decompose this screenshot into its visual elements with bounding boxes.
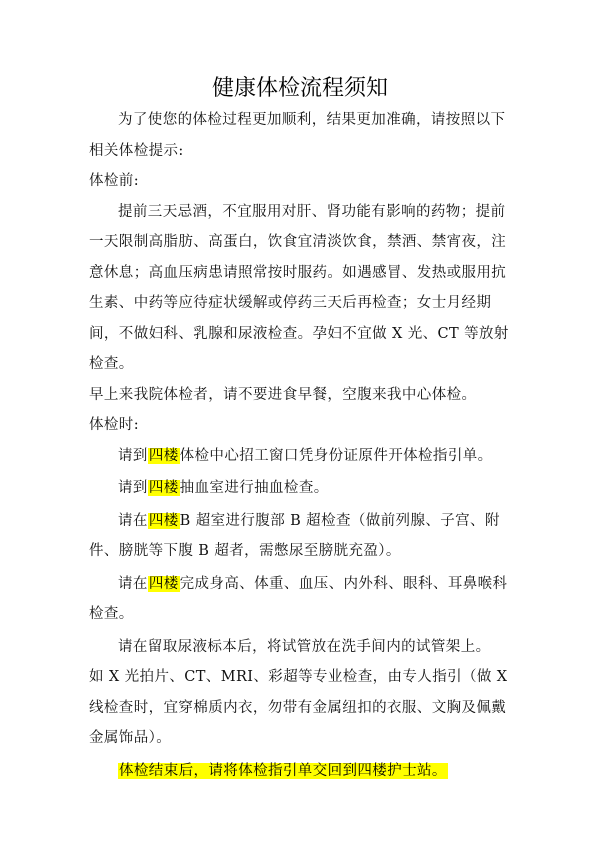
step-ultrasound bbox=[89, 506, 519, 567]
during-heading: 体检时: bbox=[89, 417, 139, 433]
special-exam-notice: 如 X 光拍片、CT、MRI、彩超等专业检查，由专人指引（做 X 线检查时，宜穿棉质内衣，勿带有金属纽扣的衣服、文胸及佩戴金属饰品）。 bbox=[89, 669, 508, 746]
breakfast-notice: 早上来我院体检者，请不要进食早餐，空腹来我中心体检。 bbox=[89, 386, 477, 403]
step-text: B 超室进行腹部 B 超检查（做前列腺、子宫、附件、膀胱等下腹 B 超者，需憋尿至膀胱充盈）。 bbox=[89, 512, 500, 559]
final-instruction bbox=[89, 756, 519, 787]
step-registration bbox=[89, 441, 519, 472]
floor-highlight: 四楼 bbox=[148, 480, 179, 496]
step-urine-sample: 请在留取尿液标本后，将试管放在洗手间内的试管架上。 bbox=[118, 638, 491, 655]
final-highlight: 体检结束后，请将体检指引单交回到四楼护士站。 bbox=[119, 762, 447, 779]
document-title: 健康体检流程须知 bbox=[211, 76, 388, 101]
step-text: 抽血室进行抽血检查。 bbox=[179, 480, 329, 496]
before-heading: 体检前: bbox=[89, 173, 139, 189]
floor-highlight: 四楼 bbox=[148, 447, 179, 464]
before-paragraph: 提前三天忌酒，不宜服用对肝、肾功能有影响的药物；提前一天限制高脂肪、高蛋白，饮食宜清淡饮食，禁酒、禁宵夜，注意休息；高血压病患请照常按时服药。如遇感冒、发热或服用抗生素、中药等应待症状缓解或停药三天后再检查；女士月经期间，不做妇科、乳腺和尿液检查。孕妇不宜做 X 光、CT 等放射检查。 bbox=[89, 203, 509, 372]
floor-highlight: 四楼 bbox=[148, 575, 179, 592]
floor-highlight: 四楼 bbox=[148, 512, 179, 529]
step-text: 请到 bbox=[118, 447, 148, 464]
intro-paragraph: 为了使您的体检过程更加顺利，结果更加准确，请按照以下相关体检提示: bbox=[89, 112, 506, 159]
step-blood-test bbox=[89, 473, 519, 504]
step-text: 请在 bbox=[118, 575, 148, 592]
step-text: 完成身高、体重、血压、内外科、眼科、耳鼻喉科检查。 bbox=[89, 575, 508, 622]
step-general-exam bbox=[89, 569, 519, 630]
step-text: 请在 bbox=[118, 512, 148, 529]
step-text: 请到 bbox=[118, 480, 148, 496]
step-text: 体检中心招工窗口凭身份证原件开体检指引单。 bbox=[179, 447, 493, 464]
document-body bbox=[89, 105, 519, 786]
